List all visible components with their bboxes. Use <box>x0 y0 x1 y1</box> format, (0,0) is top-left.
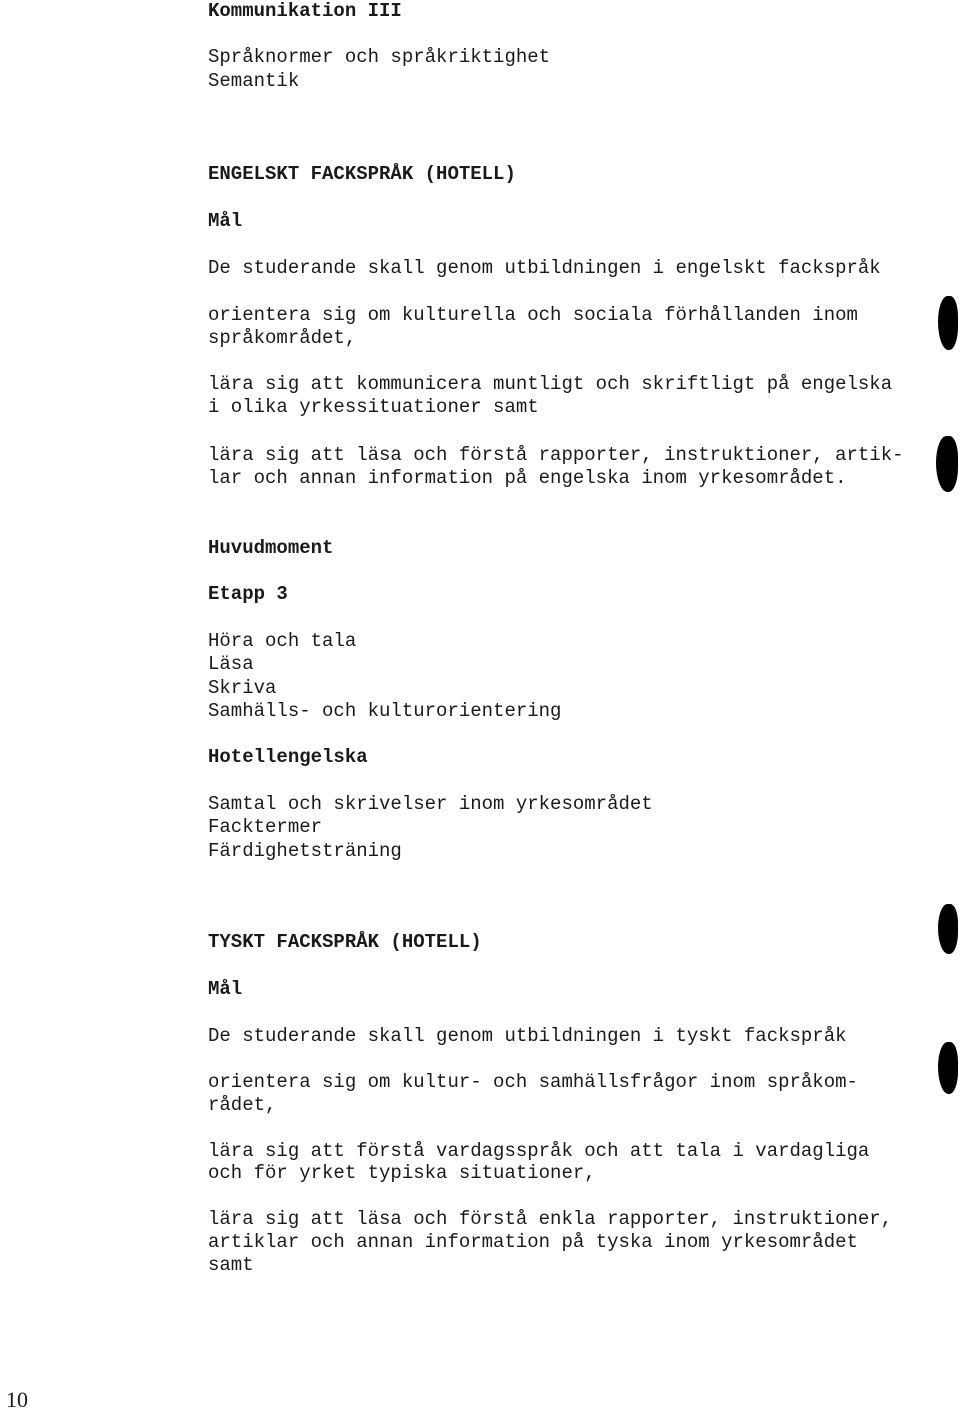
hotel-item: Samtal och skrivelser inom yrkesområdet <box>208 793 653 815</box>
goal-line: och för yrket typiska situationer, <box>208 1162 596 1184</box>
goal-line: rådet, <box>208 1094 277 1116</box>
page-number: 10 <box>6 1387 28 1412</box>
goal-line: språkområdet, <box>208 327 357 349</box>
goal-line: lära sig att läsa och förstå enkla rapporter, instruktioner, <box>208 1208 893 1230</box>
goal-line: lar och annan information på engelska inom yrkesområdet. <box>208 467 847 489</box>
hotel-item: Färdighetsträning <box>208 840 402 862</box>
ink-blot-mark <box>938 1042 958 1094</box>
page-title: Kommunikation III <box>208 0 402 22</box>
goal-line: samt <box>208 1254 254 1276</box>
ink-blot-mark <box>938 296 958 350</box>
goal-intro: De studerande skall genom utbildningen i engelskt fackspråk <box>208 257 881 279</box>
section-heading-english: ENGELSKT FACKSPRÅK (HOTELL) <box>208 163 516 185</box>
main-content-heading: Huvudmoment <box>208 537 334 559</box>
goal-line: i olika yrkessituationer samt <box>208 396 539 418</box>
stage-item: Höra och tala <box>208 630 357 652</box>
stage-item: Läsa <box>208 653 254 675</box>
goal-line: lära sig att förstå vardagsspråk och att tala i vardagliga <box>208 1140 870 1162</box>
goal-line: lära sig att kommunicera muntligt och skriftligt på engelska <box>208 373 893 395</box>
subtitle-line: Språknormer och språkriktighet <box>208 46 551 68</box>
stage-item: Samhälls- och kulturorientering <box>208 700 562 722</box>
goal-line: orientera sig om kulturella och sociala förhållanden inom <box>208 304 858 326</box>
goal-heading: Mål <box>208 978 243 1000</box>
goal-intro: De studerande skall genom utbildningen i tyskt fackspråk <box>208 1025 847 1047</box>
stage-item: Skriva <box>208 677 277 699</box>
ink-blot-mark <box>936 436 958 492</box>
goal-line: orientera sig om kultur- och samhällsfrågor inom språkom- <box>208 1071 858 1093</box>
hotel-english-heading: Hotellengelska <box>208 746 368 768</box>
section-heading-german: TYSKT FACKSPRÅK (HOTELL) <box>208 931 482 953</box>
hotel-item: Facktermer <box>208 816 323 838</box>
goal-line: artiklar och annan information på tyska inom yrkesområdet <box>208 1231 858 1253</box>
subtitle-line: Semantik <box>208 70 300 92</box>
goal-heading: Mål <box>208 210 243 232</box>
stage-heading: Etapp 3 <box>208 583 288 605</box>
ink-blot-mark <box>938 904 958 954</box>
goal-line: lära sig att läsa och förstå rapporter, instruktioner, artik- <box>208 444 904 466</box>
